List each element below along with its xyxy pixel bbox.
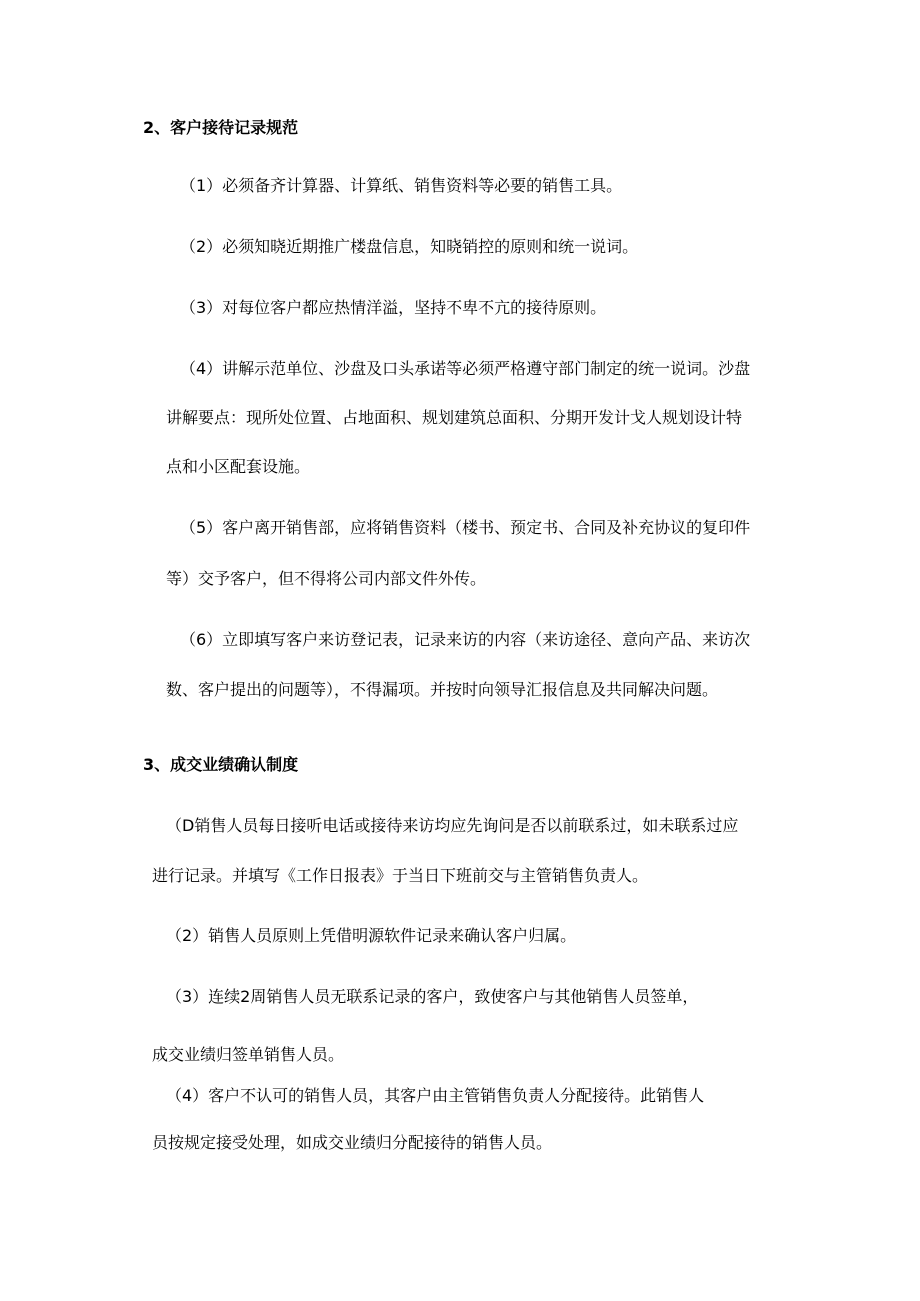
section-3-item-3-line-2: 成交业绩归签单销售人员。 — [152, 1045, 345, 1064]
section-2-item-4-line-2: 讲解要点：现所处位置、占地面积、规划建筑总面积、分期开发计戈人规划设计特 — [166, 408, 743, 427]
section-2-item-5-line-2: 等）交予客户，但不得将公司内部文件外传。 — [166, 569, 487, 588]
section-3-item-4-line-1: （4）客户不认可的销售人员，其客户由主管销售负责人分配接待。此销售人 — [166, 1086, 705, 1105]
section-2-heading: 2、客户接待记录规范 — [143, 118, 299, 137]
section-2-item-4-line-3: 点和小区配套设施。 — [166, 457, 311, 476]
section-3-heading: 3、成交业绩确认制度 — [143, 755, 299, 774]
section-2-item-2: （2）必须知晓近期推广楼盘信息，知晓销控的原则和统一说词。 — [180, 237, 639, 256]
section-2-item-1: （1）必须备齐计算器、计算纸、销售资料等必要的销售工具。 — [180, 176, 623, 195]
section-2-item-4-line-1: （4）讲解示范单位、沙盘及口头承诺等必须严格遵守部门制定的统一说词。沙盘 — [180, 359, 751, 378]
section-3-item-1-line-1: （D销售人员每日接听电话或接待来访均应先询问是否以前联系过，如未联系过应 — [166, 816, 739, 835]
section-3-item-3-line-1: （3）连续2周销售人员无联系记录的客户，致使客户与其他销售人员签单， — [166, 987, 699, 1006]
section-3-item-1-line-2: 进行记录。并填写《工作日报表》于当日下班前交与主管销售负责人。 — [152, 866, 649, 885]
section-3-item-4-line-2: 员按规定接受处理，如成交业绩归分配接待的销售人员。 — [152, 1133, 553, 1152]
section-3-item-2: （2）销售人员原则上凭借明源软件记录来确认客户归属。 — [166, 926, 577, 945]
section-2-item-6-line-1: （6）立即填写客户来访登记表，记录来访的内容（来访途径、意向产品、来访次 — [180, 630, 751, 649]
section-2-item-5-line-1: （5）客户离开销售部，应将销售资料（楼书、预定书、合同及补充协议的复印件 — [180, 518, 751, 537]
section-2-item-3: （3）对每位客户都应热情洋溢，坚持不卑不亢的接待原则。 — [180, 298, 607, 317]
section-2-item-6-line-2: 数、客户提出的问题等），不得漏项。并按时向领导汇报信息及共同解决问题。 — [166, 680, 719, 699]
